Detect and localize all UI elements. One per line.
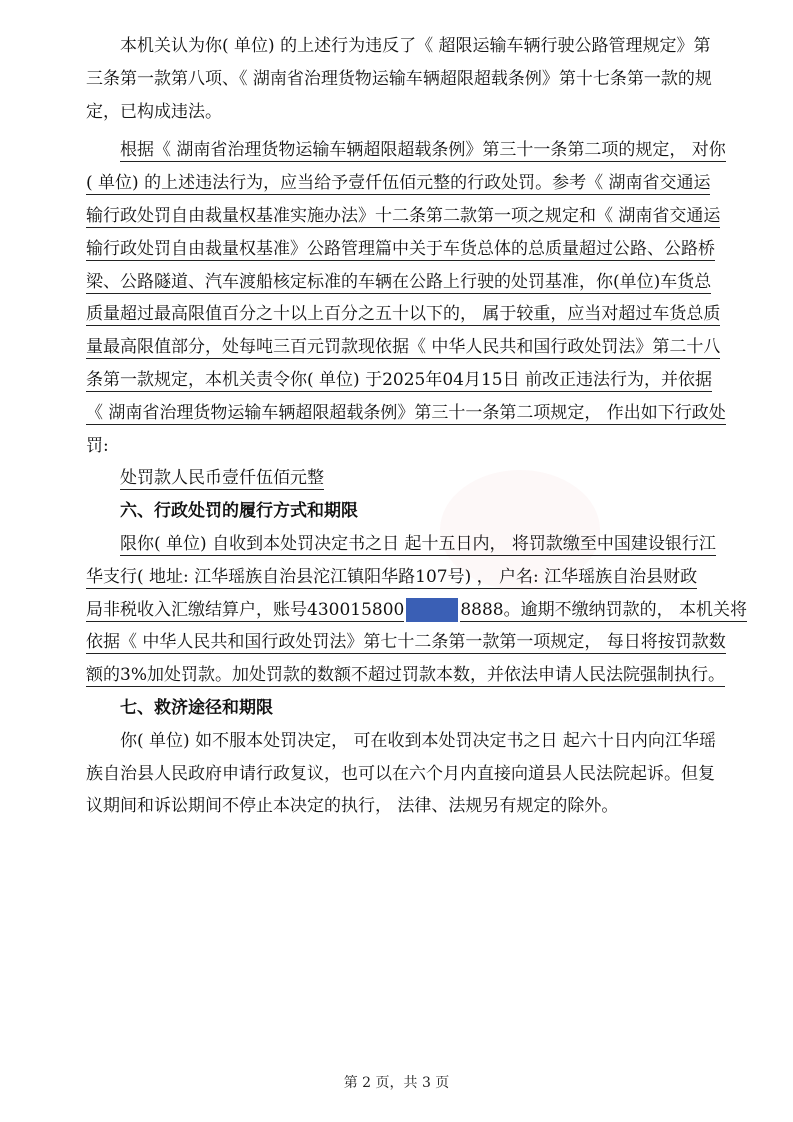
redaction-box (406, 598, 458, 622)
text-line: 条第一款规定，本机关责令你( 单位) 于2025年04月15日 前改正违法行为，并依据 (86, 369, 713, 390)
section-6-heading: 六、行政处罚的履行方式和期限 (120, 501, 358, 522)
text-line: 输行政处罚自由裁量权基准实施办法》十二条第二款第一项之规定和《 湖南省交通运 (86, 205, 721, 226)
text-line: 你( 单位) 如不服本处罚决定， 可在收到本处罚决定书之日 起六十日内向江华瑶 (120, 730, 716, 751)
text-line: 定，已构成违法。 (86, 101, 222, 122)
text-line: 额的3%加处罚款。加处罚款的数额不超过罚款本数，并依法申请人民法院强制执行。 (86, 665, 725, 686)
account-line: 局非税收入汇缴结算户，账号430015800 8888。逾期不缴纳罚款的， 本机关将 (86, 594, 754, 627)
text-line: 罚: (86, 435, 109, 456)
text-line: 《 湖南省治理货物运输车辆超限超载条例》第三十一条第二项规定， 作出如下行政处 (86, 402, 726, 423)
penalty-amount: 处罚款人民币壹仟伍佰元整 (120, 468, 324, 489)
page-footer: 第 2 页，共 3 页 (343, 1075, 450, 1091)
text-line: 华支行( 地址: 江华瑶族自治县沱江镇阳华路107号) ， 户名: 江华瑶族自治县财政 (86, 566, 698, 587)
text-line: 依据《 中华人民共和国行政处罚法》第七十二条第一款第一项规定， 每日将按罚款数 (86, 632, 726, 653)
text-line: 梁、公路隧道、汽车渡船核定标准的车辆在公路上行驶的处罚基准，你(单位)车货总 (86, 271, 712, 292)
text-line: 量最高限值部分，处每吨三百元罚款现依据《 中华人民共和国行政处罚法》第二十八 (86, 337, 721, 358)
text-line: 族自治县人民政府申请行政复议，也可以在六个月内直接向道县人民法院起诉。但复 (86, 763, 715, 784)
text-line: 输行政处罚自由裁量权基准》公路管理篇中关于车货总体的总质量超过公路、公路桥 (86, 238, 715, 259)
text-line: 本机关认为你( 单位) 的上述行为违反了《 超限运输车辆行驶公路管理规定》第 (120, 36, 711, 56)
text-line: 质量超过最高限值百分之十以上百分之五十以下的， 属于较重，应当对超过车货总质 (86, 304, 721, 325)
text-line: ( 单位) 的上述违法行为，应当给予壹仟伍佰元整的行政处罚。参考《 湖南省交通运 (86, 173, 711, 194)
section-7-heading: 七、救济途径和期限 (120, 697, 273, 718)
text-line: 限你( 单位) 自收到本处罚决定书之日 起十五日内， 将罚款缴至中国建设银行江 (120, 533, 716, 554)
text-line: 根据《 湖南省治理货物运输车辆超限超载条例》第三十一条第二项的规定， 对你 (120, 140, 726, 161)
text-line: 议期间和诉讼期间不停止本决定的执行， 法律、法规另有规定的除外。 (86, 796, 619, 817)
document-body (86, 30, 754, 823)
text-line: 三条第一款第八项、《 湖南省治理货物运输车辆超限超载条例》第十七条第一款的规 (86, 68, 712, 89)
